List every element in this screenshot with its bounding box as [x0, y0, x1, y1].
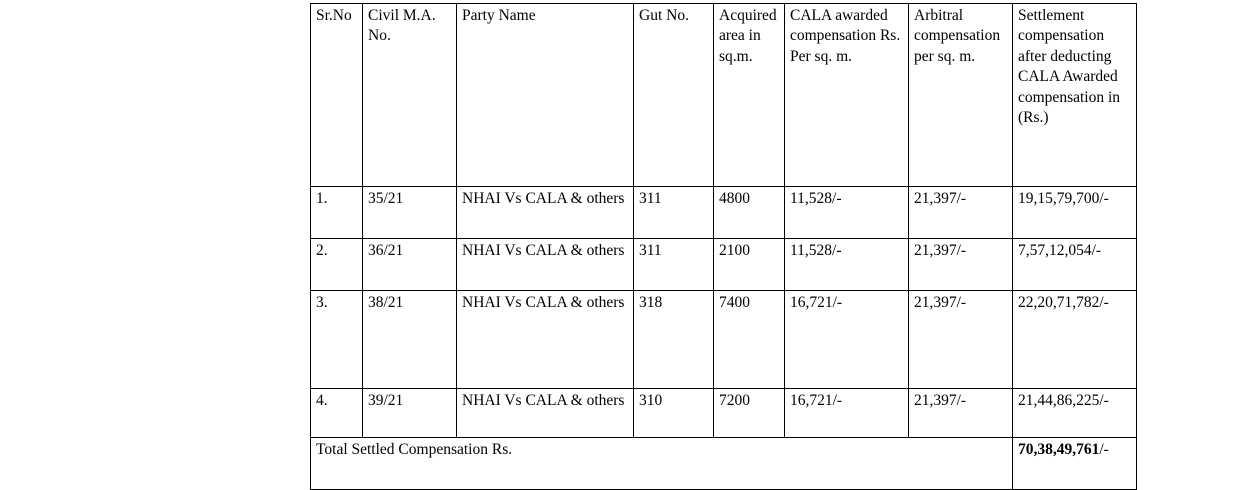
cell-civil-ma-no: 35/21 — [363, 187, 457, 239]
cell-cala-compensation: 11,528/- — [785, 187, 909, 239]
table-total-row — [311, 438, 1137, 490]
column-header-srno: Sr.No — [311, 4, 363, 187]
cell-srno: 1. — [311, 187, 363, 239]
cell-gut-no: 311 — [634, 239, 714, 291]
column-header-civil-ma-no: Civil M.A. No. — [363, 4, 457, 187]
cell-gut-no: 311 — [634, 187, 714, 239]
column-header-cala-awarded-compensation: CALA awarded compensation Rs. Per sq. m. — [785, 4, 909, 187]
cell-gut-no: 318 — [634, 291, 714, 389]
total-amount-suffix: /- — [1099, 441, 1109, 458]
cell-arbitral-compensation: 21,397/- — [909, 389, 1013, 438]
cell-settlement-compensation: 22,20,71,782/- — [1013, 291, 1137, 389]
column-header-party-name: Party Name — [457, 4, 634, 187]
column-header-arbitral-compensation: Arbitral compensation per sq. m. — [909, 4, 1013, 187]
cell-civil-ma-no: 38/21 — [363, 291, 457, 389]
table-row — [311, 239, 1137, 291]
cell-settlement-compensation: 19,15,79,700/- — [1013, 187, 1137, 239]
table-row — [311, 291, 1137, 389]
column-header-gut-no: Gut No. — [634, 4, 714, 187]
cell-cala-compensation: 16,721/- — [785, 291, 909, 389]
cell-srno: 4. — [311, 389, 363, 438]
table-row — [311, 187, 1137, 239]
total-amount: 70,38,49,761 — [1018, 441, 1100, 458]
cell-srno: 3. — [311, 291, 363, 389]
table-row — [311, 389, 1137, 438]
cell-acquired-area: 2100 — [714, 239, 785, 291]
cell-arbitral-compensation: 21,397/- — [909, 239, 1013, 291]
cell-settlement-compensation: 21,44,86,225/- — [1013, 389, 1137, 438]
cell-party-name: NHAI Vs CALA & others — [457, 291, 634, 389]
cell-cala-compensation: 16,721/- — [785, 389, 909, 438]
column-header-acquired-area: Acquired area in sq.m. — [714, 4, 785, 187]
cell-party-name: NHAI Vs CALA & others — [457, 389, 634, 438]
cell-arbitral-compensation: 21,397/- — [909, 187, 1013, 239]
table-header-row — [311, 4, 1137, 187]
cell-civil-ma-no: 36/21 — [363, 239, 457, 291]
total-settled-compensation-label: Total Settled Compensation Rs. — [311, 438, 1013, 490]
cell-party-name: NHAI Vs CALA & others — [457, 239, 634, 291]
compensation-table — [310, 3, 1137, 490]
cell-acquired-area: 7400 — [714, 291, 785, 389]
column-header-settlement-compensation: Settlement compensation after deducting CALA Awarded compensation in (Rs.) — [1013, 4, 1137, 187]
total-settled-compensation-value — [1013, 438, 1137, 490]
cell-party-name: NHAI Vs CALA & others — [457, 187, 634, 239]
cell-acquired-area: 7200 — [714, 389, 785, 438]
cell-gut-no: 310 — [634, 389, 714, 438]
cell-cala-compensation: 11,528/- — [785, 239, 909, 291]
cell-acquired-area: 4800 — [714, 187, 785, 239]
cell-civil-ma-no: 39/21 — [363, 389, 457, 438]
cell-settlement-compensation: 7,57,12,054/- — [1013, 239, 1137, 291]
cell-arbitral-compensation: 21,397/- — [909, 291, 1013, 389]
cell-srno: 2. — [311, 239, 363, 291]
